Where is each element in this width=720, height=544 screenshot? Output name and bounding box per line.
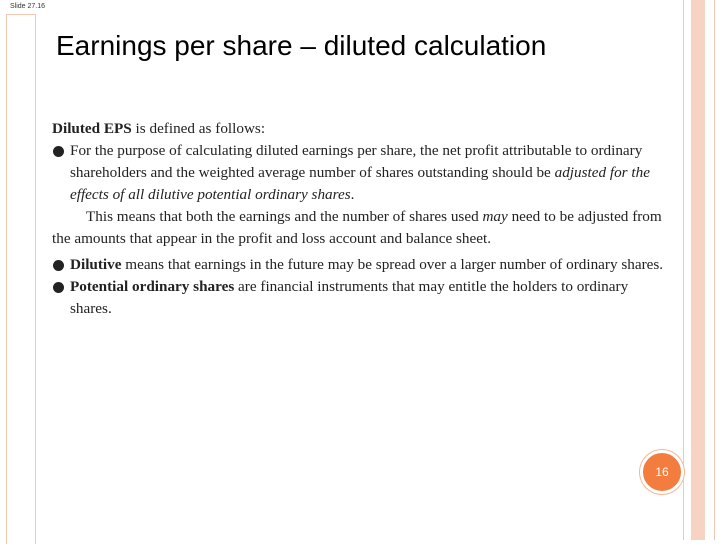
intro-line bbox=[52, 118, 672, 140]
bullet-term: Potential ordinary shares bbox=[70, 278, 235, 295]
bullet-item-potential-shares bbox=[52, 276, 672, 320]
explanation-paragraph bbox=[52, 206, 672, 250]
left-frame-decoration bbox=[6, 14, 36, 544]
intro-term: Diluted EPS bbox=[52, 120, 132, 137]
bullet-text bbox=[70, 276, 672, 320]
intro-text: is defined as follows: bbox=[131, 120, 266, 137]
bullet-text-emphasis: adjusted for the effects of all dilutive potential ordinary shares bbox=[70, 164, 650, 203]
bullet-text-end: . bbox=[350, 186, 355, 203]
paragraph-text-after: need to be adjusted from the amounts that appear in the profit and loss account and balance sheet. bbox=[52, 208, 662, 247]
bullet-dot-icon bbox=[53, 146, 64, 157]
bullet-text bbox=[70, 254, 672, 276]
bullet-text-main: means that earnings in the future may be spread over a larger number of ordinary shares. bbox=[121, 256, 664, 273]
bullet-text-main: are financial instruments that may entitle the holders to ordinary shares. bbox=[70, 278, 629, 317]
bullet-term: Dilutive bbox=[70, 256, 122, 273]
paragraph-emphasis: may bbox=[482, 208, 508, 225]
bullet-item-diluted-eps bbox=[52, 140, 672, 206]
page-number-badge: 16 bbox=[640, 450, 684, 494]
paragraph-text-before: This means that both the earnings and the number of shares used bbox=[86, 208, 483, 225]
bullet-dot-icon bbox=[53, 282, 64, 293]
bullet-dot-icon bbox=[53, 260, 64, 271]
slide-label: Slide 27.16 bbox=[10, 3, 46, 10]
right-frame-stripe bbox=[691, 0, 705, 540]
bullet-text bbox=[70, 140, 672, 206]
bullet-item-dilutive bbox=[52, 254, 672, 276]
slide-content bbox=[52, 118, 672, 320]
right-frame-decoration bbox=[683, 0, 715, 540]
slide-title: Earnings per share – diluted calculation bbox=[56, 30, 547, 61]
bullet-text-main: For the purpose of calculating diluted earnings per share, the net profit attributable to ordinary shareholders and the weighted average number of shares outstanding should be bbox=[70, 142, 643, 181]
